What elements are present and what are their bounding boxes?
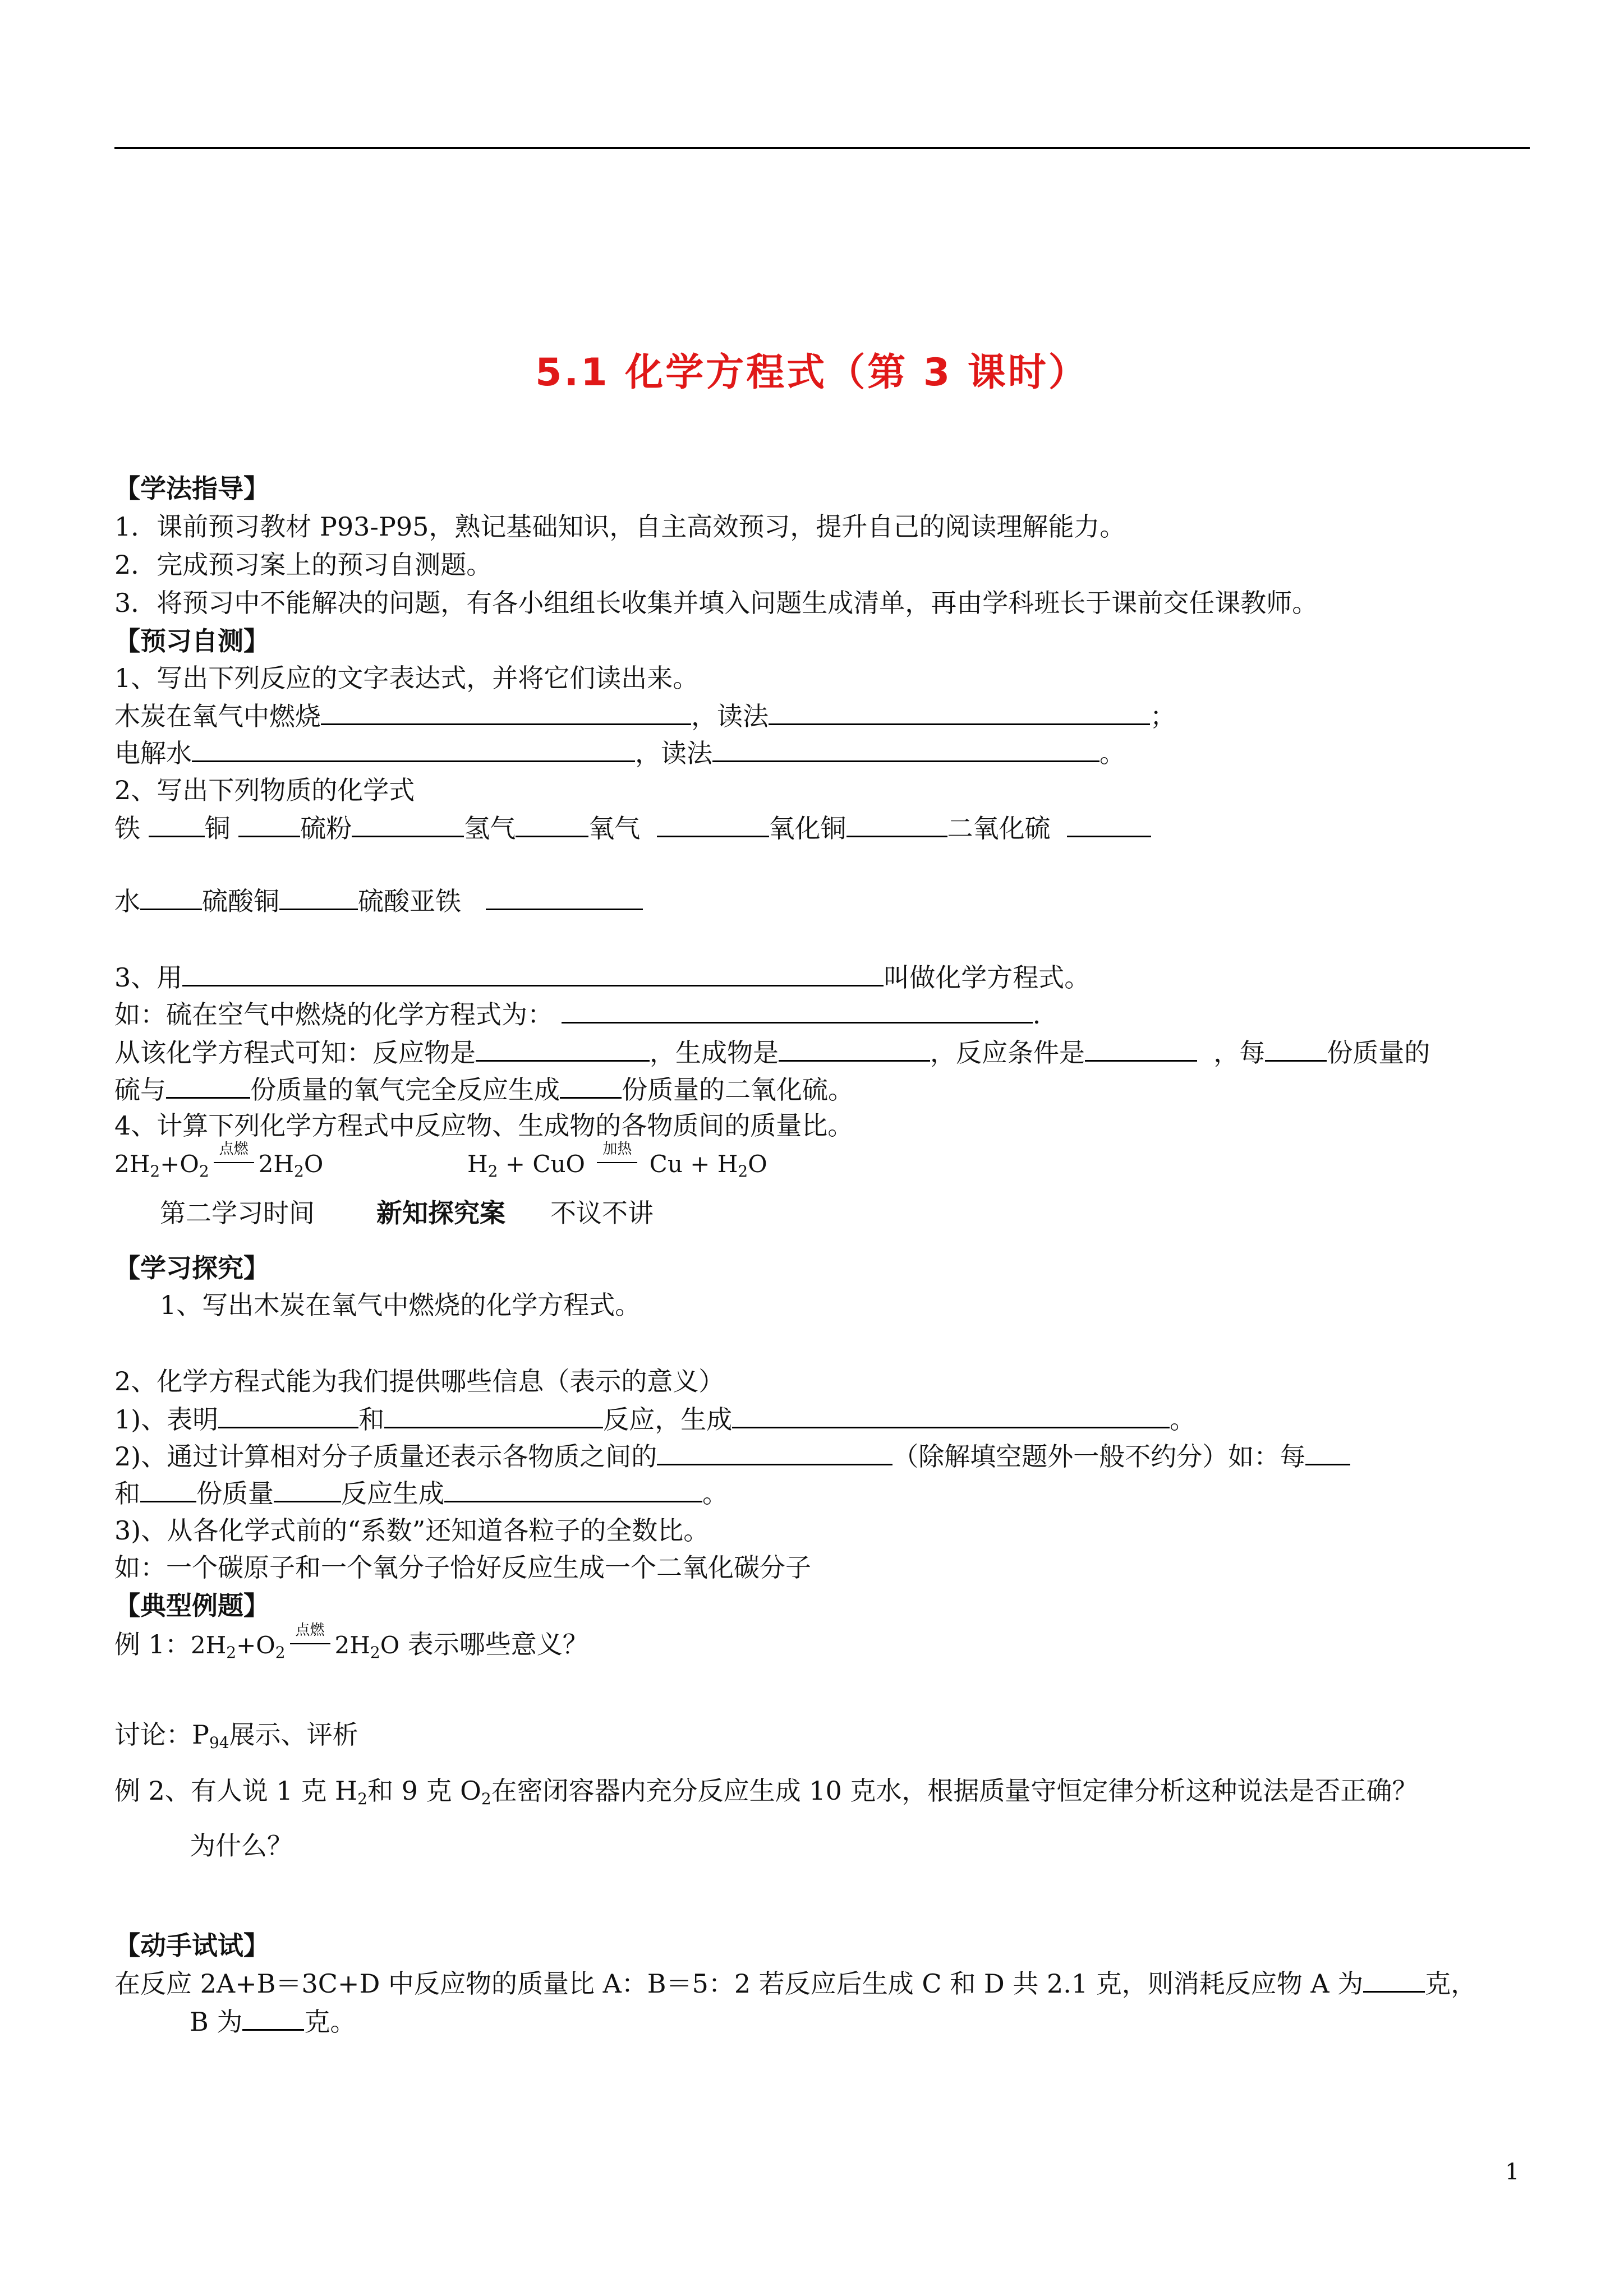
blank[interactable] xyxy=(732,1405,1170,1428)
q3-example-row: 如：硫在空气中燃烧的化学方程式为： . xyxy=(114,999,1041,1030)
inquiry-p3-example: 如：一个碳原子和一个氧分子恰好反应生成一个二氧化碳分子 xyxy=(114,1552,811,1583)
blank[interactable] xyxy=(1265,1039,1327,1062)
blank[interactable] xyxy=(140,887,202,910)
example-1-row: 例 1：$2H_2+O_2$ 点燃 $2H_2O$ 表示哪些意义？ xyxy=(114,1622,588,1662)
discussion-row: 讨论：$P_{94}$展示、评析 xyxy=(114,1719,358,1752)
guide-line-1: 1．课前预习教材 P93-P95，熟记基础知识，自主高效预习，提升自己的阅读理解能力。 xyxy=(114,511,1126,542)
heading-examples: 【典型例题】 xyxy=(114,1590,269,1621)
blank[interactable] xyxy=(140,1479,196,1502)
q3-reading-row-1: 从该化学方程式可知：反应物是 ，生成物是 ，反应条件是 ，每 份质量的 xyxy=(114,1038,1430,1068)
blank[interactable] xyxy=(352,814,464,837)
blank[interactable] xyxy=(562,1001,1033,1023)
q3-definition-row: 3、用 叫做化学方程式。 xyxy=(114,962,1091,993)
inquiry-p2-row-2: 和 份质量 反应生成 。 xyxy=(114,1478,728,1509)
blank[interactable] xyxy=(218,1405,358,1428)
equation-cuo-reduction: $H_2$ + CuO 加热 $Cu + H_2O$ xyxy=(467,1141,767,1181)
example-2-row: 例 2、有人说 1 克 $H_2$和 9 克 $O_2$在密闭容器内充分反应生成 10 克水，根据质量守恒定律分析这种说法是否正确？ xyxy=(114,1776,1418,1808)
heading-study-guide: 【学法指导】 xyxy=(114,473,269,504)
example-2-question: 为什么？ xyxy=(190,1831,293,1861)
blank[interactable] xyxy=(274,1479,341,1502)
page-number: 1 xyxy=(1505,2159,1520,2185)
blank[interactable] xyxy=(444,1479,702,1502)
guide-line-2: 2．完成预习案上的预习自测题。 xyxy=(114,550,493,580)
q4-text: 4、计算下列化学方程式中反应物、生成物的各物质间的质量比。 xyxy=(114,1110,854,1141)
blank[interactable] xyxy=(1085,1039,1197,1062)
heading-try-it: 【动手试试】 xyxy=(114,1930,269,1961)
blank[interactable] xyxy=(476,1039,650,1062)
guide-line-3: 3．将预习中不能解决的问题，有各小组组长收集并填入问题生成清单，再由学科班长于课前交任课教师。 xyxy=(114,588,1318,618)
inquiry-p3: 3)、从各化学式前的“系数”还知道各粒子的全数比。 xyxy=(114,1515,710,1546)
equation-water-formation: $2H_2+O_2$ 点燃 $2H_2O$ xyxy=(114,1141,324,1181)
blank[interactable] xyxy=(516,814,588,837)
blank[interactable] xyxy=(769,702,1150,725)
blank[interactable] xyxy=(1363,1970,1425,1993)
blank[interactable] xyxy=(1067,814,1151,837)
q1-text: 1、写出下列反应的文字表达式，并将它们读出来。 xyxy=(114,663,699,693)
blank[interactable] xyxy=(486,887,643,910)
blank[interactable] xyxy=(779,1039,930,1062)
blank[interactable] xyxy=(560,1076,622,1099)
blank[interactable] xyxy=(192,739,635,762)
blank[interactable] xyxy=(242,2008,304,2031)
blank[interactable] xyxy=(1305,1442,1350,1465)
q3-reading-row-2: 硫与 份质量的氧气完全反应生成 份质量的二氧化硫。 xyxy=(114,1075,854,1105)
blank[interactable] xyxy=(321,702,691,725)
blank[interactable] xyxy=(166,1076,250,1099)
blank[interactable] xyxy=(712,739,1099,762)
blank[interactable] xyxy=(149,814,205,837)
q1-electrolysis-row: 电解水 ，读法 。 xyxy=(114,738,1125,768)
blank[interactable] xyxy=(238,814,300,837)
second-session-line: 第二学习时间 新知探究案 不议不讲 xyxy=(160,1198,654,1228)
q2-text: 2、写出下列物质的化学式 xyxy=(114,775,415,805)
try-it-row-2: B 为 克。 xyxy=(190,2007,356,2037)
blank[interactable] xyxy=(657,1442,892,1465)
q1-charcoal-row: 木炭在氧气中燃烧 ，读法 ； xyxy=(114,701,1176,731)
blank[interactable] xyxy=(182,963,884,986)
q2-substances-row-2: 水 硫酸铜 硫酸亚铁 xyxy=(114,887,643,914)
blank[interactable] xyxy=(846,814,947,837)
header-rule xyxy=(114,147,1530,149)
heading-self-test: 【预习自测】 xyxy=(114,626,269,656)
inquiry-p1-row: 1)、表明 和 反应，生成 。 xyxy=(114,1404,1196,1435)
blank[interactable] xyxy=(657,814,769,837)
inquiry-p2-row-1: 2)、通过计算相对分子质量还表示各物质之间的 （除解填空题外一般不约分）如：每 xyxy=(114,1442,1350,1469)
q2-substances-row-1: 铁 铜 硫粉 氢气 氧气 氧化铜 二氧化硫 xyxy=(114,814,1151,841)
heading-inquiry: 【学习探究】 xyxy=(114,1253,269,1283)
equation-water-formation: $2H_2+O_2$ 点燃 $2H_2O$ xyxy=(190,1622,400,1662)
try-it-row-1: 在反应 2A+B＝3C+D 中反应物的质量比 A：B＝5：2 若反应后生成 C 和 D 共 2.1 克，则消耗反应物 A 为 克， xyxy=(114,1968,1477,1999)
q4-equations-row xyxy=(114,1141,767,1181)
blank[interactable] xyxy=(384,1405,603,1428)
inquiry-q2: 2、化学方程式能为我们提供哪些信息（表示的意义） xyxy=(114,1366,725,1396)
page-title: 5.1 化学方程式（第 3 课时） xyxy=(535,351,1089,395)
inquiry-q1: 1、写出木炭在氧气中燃烧的化学方程式。 xyxy=(160,1290,641,1320)
blank[interactable] xyxy=(279,887,358,910)
